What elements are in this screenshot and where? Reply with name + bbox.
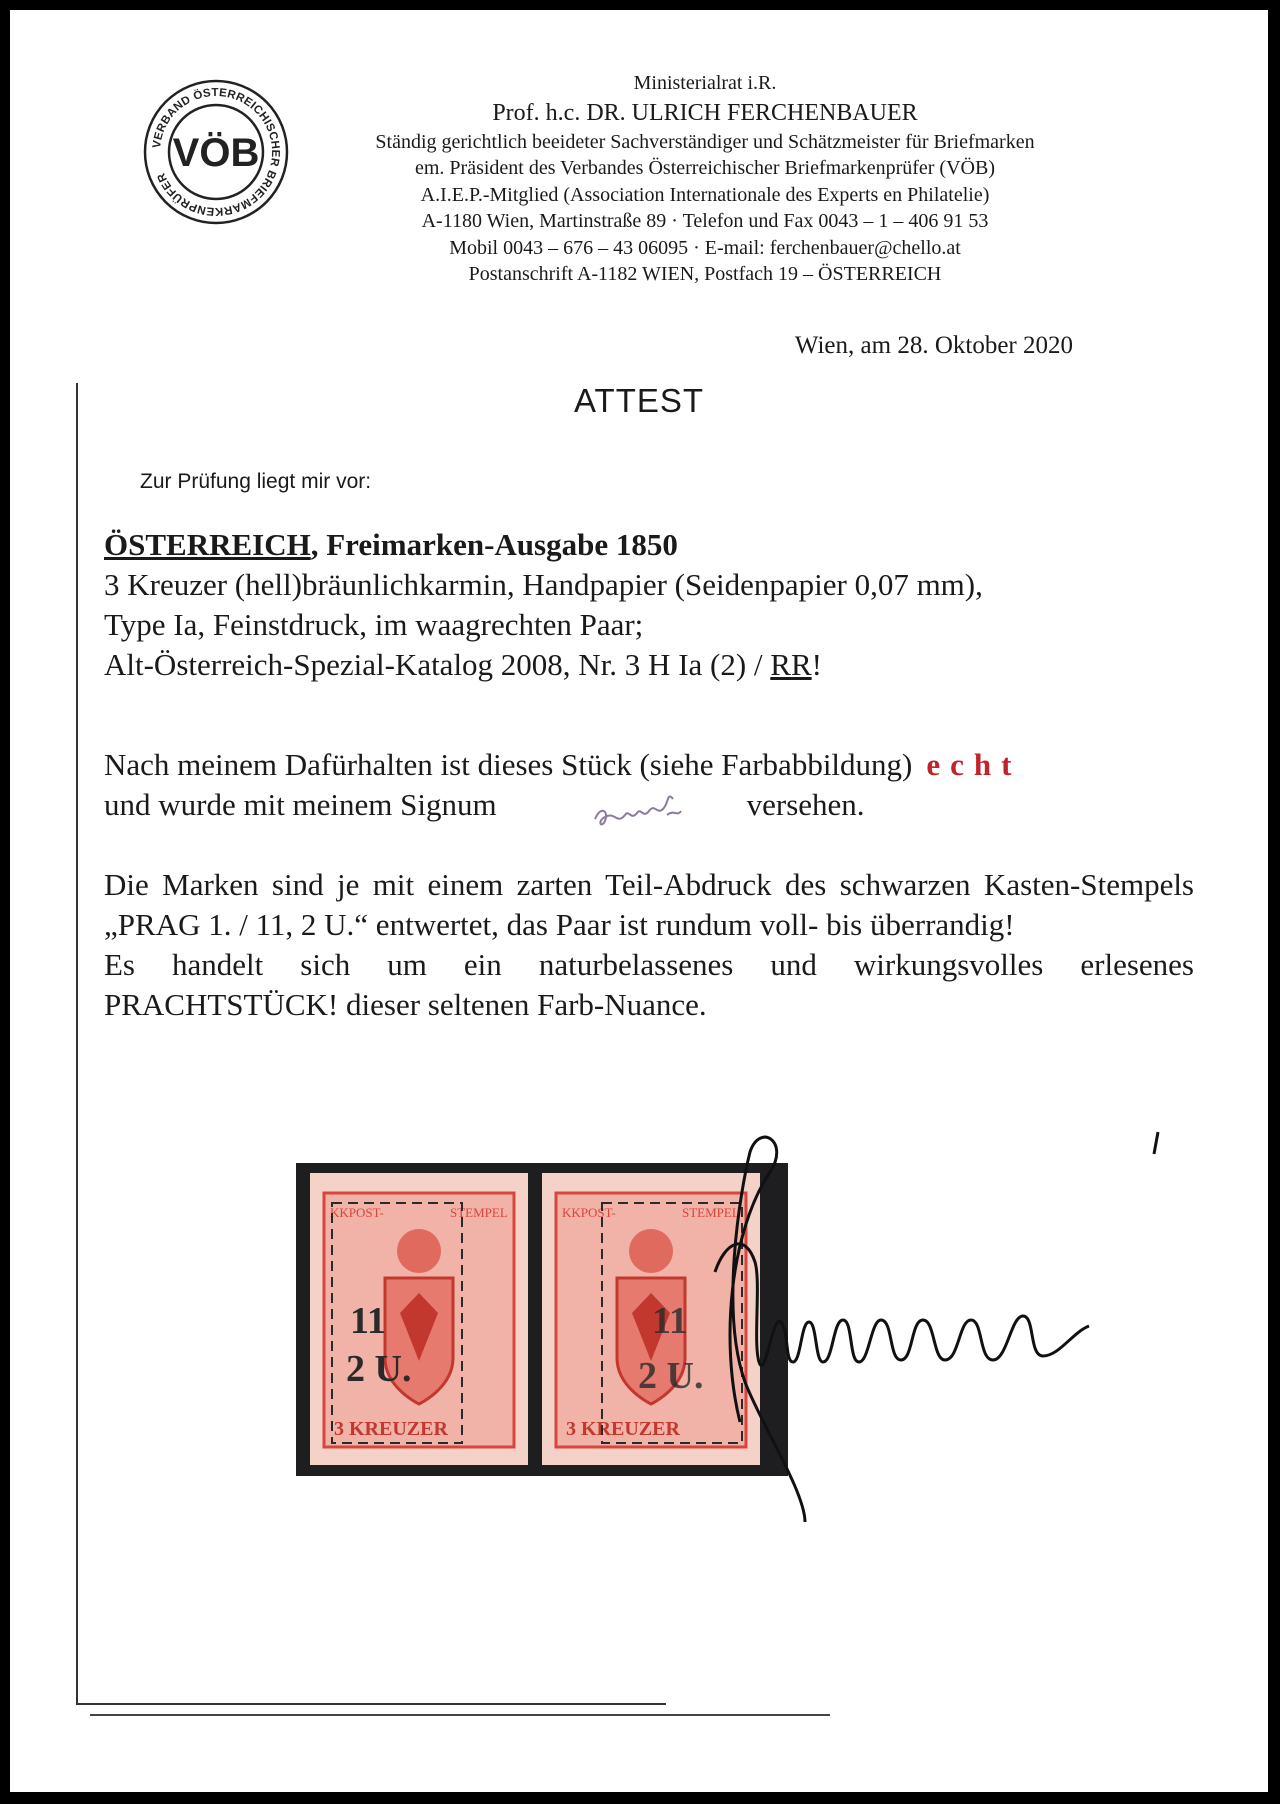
verdict-line: Nach meinem Dafürhalten ist dieses Stück (siehe Farbabbildung) — [104, 747, 913, 782]
verdict-result: echt — [926, 747, 1022, 782]
cancel-time-text: 2 U. — [638, 1355, 704, 1397]
cancel-date-text: 11 — [652, 1300, 688, 1342]
catalog-reference: Alt-Österreich-Spezial-Katalog 2008, Nr. 3 H Ia (2) / — [104, 647, 771, 682]
cancel-time-text: 2 U. — [346, 1348, 412, 1390]
description-line: Type Ia, Feinstdruck, im waagrechten Paar; — [104, 607, 644, 642]
stamp-value-text: 3 KREUZER — [566, 1418, 680, 1440]
stamp-top-left-text: KKPOST- — [562, 1205, 616, 1220]
frame-line-bottom — [76, 1703, 666, 1705]
stamp-top-right-text: STEMPEL — [450, 1205, 508, 1220]
letterhead — [310, 70, 1100, 288]
item-description — [104, 525, 1194, 685]
letterhead-line: Postanschrift A-1182 WIEN, Postfach 19 – ÖSTERREICH — [468, 263, 942, 285]
letterhead-line: Mobil 0043 – 676 – 43 06095 · E-mail: ferchenbauer@chello.at — [449, 236, 961, 259]
description-line: 3 Kreuzer (hell)bräunlichkarmin, Handpapier (Seidenpapier 0,07 mm), — [104, 567, 983, 602]
verdict-line: versehen. — [746, 787, 865, 822]
certificate-page — [10, 10, 1268, 1792]
remark-paragraph: Die Marken sind je mit einem zarten Teil-Abdruck des schwarzen Kasten-Stempels „PRAG 1. / 11, 2 U.“ entwertet, das Paar ist rundum voll- bis überrandig! — [104, 867, 1194, 942]
remark-paragraph: Es handelt sich um ein naturbelassenes und wirkungsvolles erlesenes PRACHTSTÜCK! dieser seltenen Farb-Nuance. — [104, 947, 1194, 1022]
letterhead-rank: Ministerialrat i.R. — [633, 72, 777, 94]
rarity-mark: RR — [770, 647, 812, 682]
intro-text: Zur Prüfung liegt mir vor: — [140, 470, 372, 493]
frame-line-bottom — [90, 1714, 830, 1716]
stamp-value-text: 3 KREUZER — [334, 1418, 448, 1440]
remarks — [104, 865, 1194, 1025]
letterhead-line: Ständig gerichtlich beeideter Sachverständiger und Schätzmeister für Briefmarken — [375, 130, 1035, 153]
signum-mark — [585, 787, 785, 837]
rarity-suffix: ! — [811, 647, 822, 682]
cancel-date-text: 11 — [350, 1300, 386, 1342]
letterhead-line: A-1180 Wien, Martinstraße 89 · Telefon und Fax 0043 – 1 – 406 91 53 — [421, 210, 989, 232]
letterhead-line: em. Präsident des Verbandes Österreichischer Briefmarkenprüfer (VÖB) — [415, 157, 995, 179]
issue-name: , Freimarken-Ausgabe 1850 — [310, 527, 678, 562]
handwritten-signature — [710, 1122, 1230, 1522]
stamp-top-right-text: STEMPEL — [682, 1205, 740, 1220]
certificate-date: Wien, am 28. Oktober 2020 — [794, 332, 1073, 359]
certificate-title: ATTEST — [573, 382, 705, 419]
stamp — [310, 1173, 528, 1465]
voeb-seal-logo — [142, 78, 290, 226]
verdict-line: und wurde mit meinem Signum — [104, 787, 497, 822]
letterhead-name: Prof. h.c. DR. ULRICH FERCHENBAUER — [492, 99, 918, 126]
stamp-artwork — [310, 1173, 528, 1465]
seal-center-text: VÖB — [172, 131, 260, 175]
stamp-top-left-text: KKPOST- — [330, 1205, 384, 1220]
country-name: ÖSTERREICH — [104, 527, 311, 562]
letterhead-line: A.I.E.P.-Mitglied (Association Internationale des Experts en Philatelie) — [420, 183, 990, 206]
frame-line-left — [76, 383, 78, 1703]
seal-ring-text: VERBAND ÖSTERREICHISCHER BRIEFMARKENPRÜFER — [151, 86, 282, 218]
